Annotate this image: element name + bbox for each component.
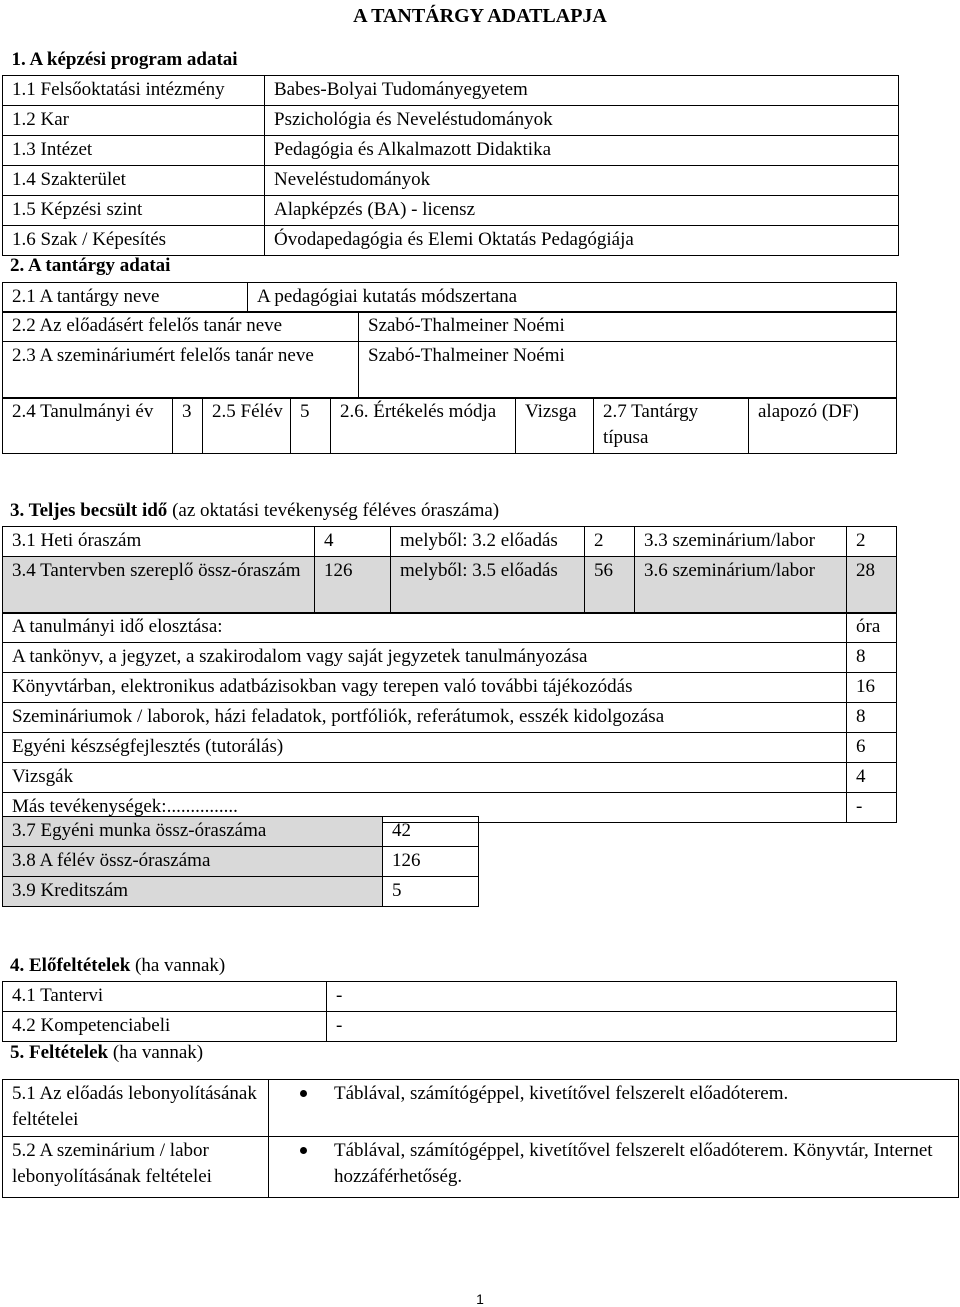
lecture-conditions-cell [269,1080,959,1137]
activity-hours: - [847,793,897,823]
lecturer-value: Szabó-Thalmeiner Noémi [359,312,897,342]
curricular-prereq-label: 4.1 Tantervi [3,982,327,1012]
subject-attributes-table [2,397,897,454]
section3-heading: 3. Teljes becsült idő (az oktatási tevékenység féléves óraszáma) [10,500,500,521]
activity-label: Könyvtárban, elektronikus adatbázisokban vagy terepen való további tájékozódás [3,673,847,703]
weekly-seminar-label: 3.3 szeminárium/labor [635,527,847,557]
semester-value: 5 [291,398,331,454]
distribution-label: A tanulmányi idő elosztása: [3,613,847,643]
year-value: 3 [173,398,203,454]
lecture-conditions-value: Táblával, számítógéppel, kivetítővel felszerelt előadóterem. [334,1083,789,1104]
seminar-teacher-value: Szabó-Thalmeiner Noémi [359,342,897,399]
subject-name-label: 2.1 A tantárgy neve [3,283,248,313]
curricular-prereq-value: - [327,982,897,1012]
page-number: 1 [476,1291,484,1307]
competence-prereq-value: - [327,1012,897,1042]
activity-label: Vizsgák [3,763,847,793]
year-label: 2.4 Tanulmányi év [3,398,173,454]
activity-hours: 16 [847,673,897,703]
activity-label: Egyéni készségfejlesztés (tutorálás) [3,733,847,763]
field-label: 1.4 Szakterület [3,166,265,196]
activity-hours: 8 [847,703,897,733]
lecture-conditions-label: 5.1 Az előadás lebonyolításának feltételei [3,1080,269,1137]
weekly-lecture-value: 2 [585,527,635,557]
evaluation-label: 2.6. Értékelés módja [331,398,516,454]
activity-label: A tankönyv, a jegyzet, a szakirodalom vagy saját jegyzetek tanulmányozása [3,643,847,673]
total-lecture-label: melyből: 3.5 előadás [391,557,585,614]
section2-heading: 2. A tantárgy adatai [10,255,171,276]
department-label: 1.3 Intézet [3,136,265,166]
total-seminar-value: 28 [847,557,897,614]
prerequisites-table [2,981,897,1042]
subject-type-value: alapozó (DF) [749,398,897,454]
total-hours-label: 3.4 Tantervben szereplő össz-óraszám [3,557,315,614]
section5-heading: 5. Feltételek (ha vannak) [10,1042,204,1063]
institution-label: 1.1 Felsőoktatási intézmény [3,76,265,106]
competence-prereq-label: 4.2 Kompetenciabeli [3,1012,327,1042]
activity-hours: 4 [847,763,897,793]
weekly-lecture-label: melyből: 3.2 előadás [391,527,585,557]
activity-label: Más tevékenységek:............... [3,793,847,823]
total-lecture-value: 56 [585,557,635,614]
bullet-icon [300,1147,307,1154]
total-seminar-label: 3.6 szeminárium/labor [635,557,847,614]
level-label: 1.5 Képzési szint [3,196,265,226]
weekly-hours-value: 4 [315,527,391,557]
bullet-icon [300,1090,307,1097]
seminar-teacher-label: 2.3 A szemináriumért felelős tanár neve [3,342,359,399]
seminar-conditions-item [278,1138,952,1190]
faculty-label: 1.2 Kar [3,106,265,136]
weekly-seminar-value: 2 [847,527,897,557]
subject-name-value: A pedagógiai kutatás módszertana [248,283,897,313]
field-value: Neveléstudományok [265,166,899,196]
lecture-conditions-item [278,1081,952,1107]
subject-name-table [2,282,897,313]
evaluation-value: Vizsga [516,398,594,454]
total-hours-value: 126 [315,557,391,614]
time-distribution-table [2,612,897,823]
department-value: Pedagógia és Alkalmazott Didaktika [265,136,899,166]
conditions-table [2,1079,959,1198]
level-value: Alapképzés (BA) - licensz [265,196,899,226]
specialization-value: Óvodapedagógia és Elemi Oktatás Pedagógiája [265,226,899,256]
credits-label: 3.9 Kreditszám [3,877,383,907]
weekly-hours-label: 3.1 Heti óraszám [3,527,315,557]
individual-work-label: 3.7 Egyéni munka össz-óraszáma [3,817,383,847]
seminar-conditions-label: 5.2 A szeminárium / labor lebonyolításának feltételei [3,1137,269,1198]
hours-header: óra [847,613,897,643]
seminar-conditions-cell [269,1137,959,1198]
section4-heading: 4. Előfeltételek (ha vannak) [10,955,226,976]
individual-work-value: 42 [383,817,479,847]
section1-heading: 1. A képzési program adatai [11,49,238,70]
semester-total-value: 126 [383,847,479,877]
page-title: A TANTÁRGY ADATLAPJA [353,5,607,27]
activity-hours: 6 [847,733,897,763]
subject-type-label: 2.7 Tantárgy típusa [594,398,749,454]
faculty-value: Pszichológia és Neveléstudományok [265,106,899,136]
institution-value: Babes-Bolyai Tudományegyetem [265,76,899,106]
summary-table [2,816,479,907]
activity-hours: 8 [847,643,897,673]
semester-total-label: 3.8 A félév össz-óraszáma [3,847,383,877]
hours-table [2,526,897,614]
specialization-label: 1.6 Szak / Képesítés [3,226,265,256]
activity-label: Szemináriumok / laborok, házi feladatok, portfóliók, referátumok, esszék kidolgozása [3,703,847,733]
teachers-table [2,311,897,399]
program-data-table [2,46,899,256]
lecturer-label: 2.2 Az előadásért felelős tanár neve [3,312,359,342]
credits-value: 5 [383,877,479,907]
seminar-conditions-value: Táblával, számítógéppel, kivetítővel felszerelt előadóterem. Könyvtár, Internet hozzáférhetőség. [334,1140,933,1187]
semester-label: 2.5 Félév [203,398,291,454]
